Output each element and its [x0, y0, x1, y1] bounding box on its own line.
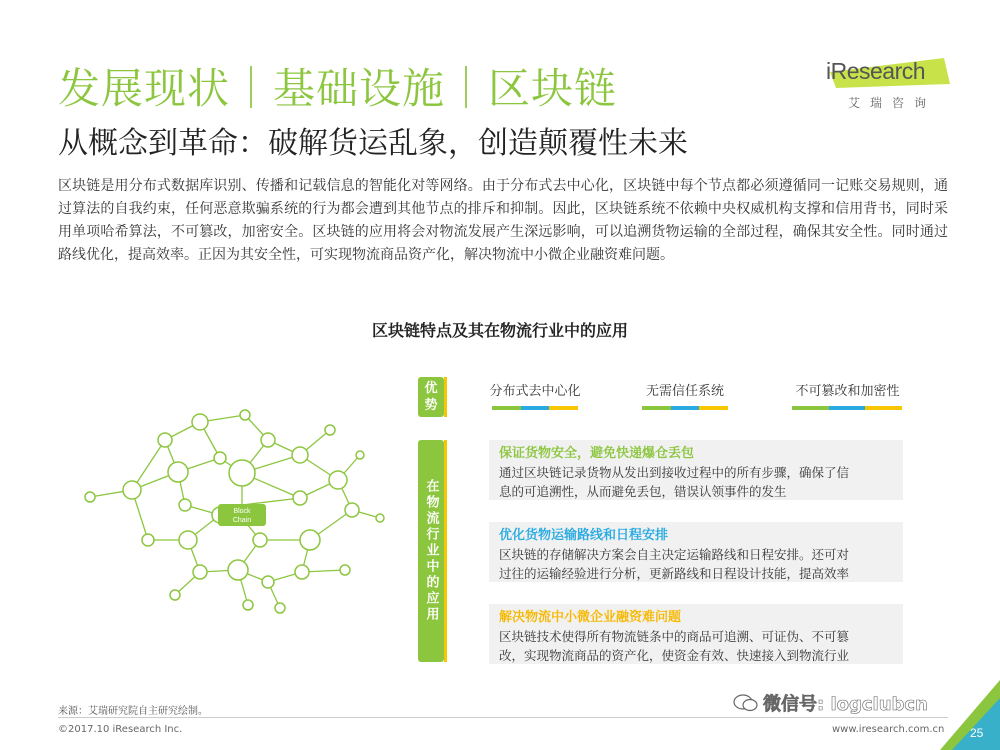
- website-url: www.iresearch.com.cn: [832, 724, 945, 735]
- application-body-1-line-1: 通过区块链记录货物从发出到接收过程中的所有步骤，确保了信: [499, 465, 850, 480]
- application-body-2-line-2: 过往的运输经验进行分析，更新路线和日程设计技能，提高效率: [499, 566, 850, 581]
- block-label: Block: [233, 508, 251, 515]
- advantages-label-bar: [418, 377, 444, 417]
- page-title: 发展现状｜基础设施｜区块链: [58, 64, 618, 113]
- chain-label: Chain: [232, 517, 252, 524]
- chart-title: 区块链特点及其在物流行业中的应用: [371, 321, 628, 340]
- blockchain-network-illustration: [70, 400, 400, 620]
- application-card-1: [489, 440, 903, 500]
- wechat-icon: [733, 693, 759, 713]
- page-subtitle: 从概念到革命：破解货运乱象，创造颠覆性未来: [58, 126, 688, 161]
- watermark-text: 微信号: logclubcn: [763, 694, 928, 715]
- application-body-3-line-2: 改，实现物流商品的资产化，使资金有效、快速接入到物流行业: [499, 648, 850, 663]
- source-note: 来源：艾瑞研究院自主研究绘制。: [58, 706, 208, 717]
- application-card-3: [489, 604, 903, 664]
- intro-paragraph: 区块链是用分布式数据库识别、传播和记载信息的智能化对等网络。由于分布式去中心化，区块链中每个节点都必须遵循同一记账交易规则，通过算法的自我约束，任何恶意欺骗系统的行为都会遭到其他节点的排斥和抑制。因此，区块链系统不依赖中央权威机构支撑和信用背书，同时采用单项哈希算法，不可篡改，加密安全。区块链的应用将会对物流发展产生深远影响，可以追溯货物运输的全部过程，确保其安全性。同时通过路线优化，提高效率。正因为其安全性，可实现物流商品资产化，解决物流中小微企业融资难问题。: [58, 178, 948, 263]
- advantages-label-char-1: 优: [424, 381, 438, 396]
- application-label-bar: [418, 440, 444, 662]
- advantages-label-char-2: 势: [424, 398, 438, 413]
- application-card-2: [489, 522, 903, 582]
- advantage-item-3: 不可篡改和加密性: [795, 384, 900, 399]
- application-bar-stripe: [444, 440, 447, 662]
- application-title-3: 解决物流中小微企业融资难问题: [499, 610, 682, 625]
- page-number: 25: [970, 726, 984, 740]
- application-label: 在物流行业中的应用: [423, 479, 439, 623]
- copyright: ©2017.10 iResearch Inc.: [58, 724, 183, 735]
- logo-brand: iResearch: [826, 58, 926, 84]
- wechat-watermark: [733, 690, 928, 716]
- logo-subtitle: 艾瑞咨询: [848, 96, 937, 110]
- application-title-2: 优化货物运输路线和日程安排: [499, 528, 669, 543]
- footer-divider: [58, 717, 948, 718]
- application-title-1: 保证货物安全，避免快递爆仓丢包: [499, 446, 695, 461]
- advantage-item-2: 无需信任系统: [645, 384, 724, 399]
- advantage-underline-1: [492, 406, 578, 410]
- advantage-underline-2: [642, 406, 728, 410]
- advantages-bar-stripe: [444, 377, 447, 417]
- advantage-item-1: 分布式去中心化: [489, 384, 581, 399]
- application-body-1-line-2: 息的可追溯性，从而避免丢包，错误认领事件的发生: [499, 484, 787, 499]
- iresearch-logo: [822, 54, 954, 116]
- advantage-underline-3: [792, 406, 902, 410]
- application-body-2-line-1: 区块链的存储解决方案会自主决定运输路线和日程安排。还可对: [499, 547, 850, 562]
- application-body-3-line-1: 区块链技术使得所有物流链条中的商品可追溯、可证伪、不可篡: [499, 629, 850, 644]
